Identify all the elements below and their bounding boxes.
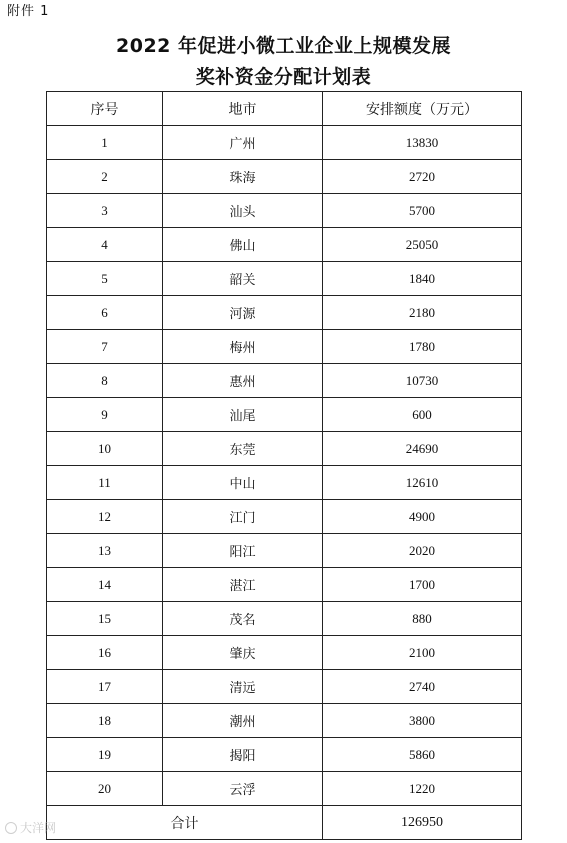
row-serial-number: 4 bbox=[47, 228, 163, 262]
header-serial-number: 序号 bbox=[47, 92, 163, 126]
table-row bbox=[47, 126, 522, 160]
table-row bbox=[47, 670, 522, 704]
row-city: 东莞 bbox=[163, 432, 323, 466]
row-city: 中山 bbox=[163, 466, 323, 500]
row-amount: 25050 bbox=[323, 228, 522, 262]
row-serial-number: 7 bbox=[47, 330, 163, 364]
row-city: 汕头 bbox=[163, 194, 323, 228]
total-row bbox=[47, 806, 522, 840]
row-amount: 5860 bbox=[323, 738, 522, 772]
header-amount: 安排额度（万元） bbox=[323, 92, 522, 126]
table-row bbox=[47, 602, 522, 636]
attachment-label: 附件 1 bbox=[7, 4, 50, 19]
row-city: 茂名 bbox=[163, 602, 323, 636]
row-city: 河源 bbox=[163, 296, 323, 330]
row-serial-number: 13 bbox=[47, 534, 163, 568]
watermark bbox=[5, 819, 56, 836]
document-title-line-1: 2022 年促进小微工业企业上规模发展 bbox=[116, 35, 451, 57]
row-serial-number: 12 bbox=[47, 500, 163, 534]
table-row bbox=[47, 330, 522, 364]
table-row bbox=[47, 296, 522, 330]
row-city: 汕尾 bbox=[163, 398, 323, 432]
allocation-table bbox=[46, 91, 522, 840]
row-serial-number: 1 bbox=[47, 126, 163, 160]
table-row bbox=[47, 772, 522, 806]
row-serial-number: 18 bbox=[47, 704, 163, 738]
row-city: 潮州 bbox=[163, 704, 323, 738]
row-city: 广州 bbox=[163, 126, 323, 160]
total-amount: 126950 bbox=[323, 806, 522, 840]
row-amount: 2180 bbox=[323, 296, 522, 330]
table-row bbox=[47, 228, 522, 262]
row-serial-number: 11 bbox=[47, 466, 163, 500]
row-amount: 24690 bbox=[323, 432, 522, 466]
row-amount: 2720 bbox=[323, 160, 522, 194]
table-row bbox=[47, 432, 522, 466]
row-city: 清远 bbox=[163, 670, 323, 704]
table-row bbox=[47, 704, 522, 738]
table-row bbox=[47, 500, 522, 534]
row-serial-number: 17 bbox=[47, 670, 163, 704]
row-city: 惠州 bbox=[163, 364, 323, 398]
row-serial-number: 15 bbox=[47, 602, 163, 636]
row-serial-number: 14 bbox=[47, 568, 163, 602]
watermark-text: 大洋网 bbox=[20, 821, 57, 835]
table-row bbox=[47, 262, 522, 296]
row-amount: 600 bbox=[323, 398, 522, 432]
row-city: 云浮 bbox=[163, 772, 323, 806]
row-amount: 3800 bbox=[323, 704, 522, 738]
table-header-row bbox=[47, 92, 522, 126]
table-row bbox=[47, 568, 522, 602]
table-row bbox=[47, 738, 522, 772]
row-amount: 1840 bbox=[323, 262, 522, 296]
row-serial-number: 6 bbox=[47, 296, 163, 330]
row-serial-number: 9 bbox=[47, 398, 163, 432]
row-amount: 5700 bbox=[323, 194, 522, 228]
table-row bbox=[47, 466, 522, 500]
row-serial-number: 8 bbox=[47, 364, 163, 398]
row-amount: 1700 bbox=[323, 568, 522, 602]
row-amount: 2740 bbox=[323, 670, 522, 704]
row-amount: 12610 bbox=[323, 466, 522, 500]
row-city: 佛山 bbox=[163, 228, 323, 262]
row-serial-number: 10 bbox=[47, 432, 163, 466]
circle-logo-icon bbox=[5, 822, 17, 834]
row-city: 揭阳 bbox=[163, 738, 323, 772]
table-row bbox=[47, 160, 522, 194]
header-city: 地市 bbox=[163, 92, 323, 126]
row-serial-number: 20 bbox=[47, 772, 163, 806]
table-row bbox=[47, 398, 522, 432]
row-city: 肇庆 bbox=[163, 636, 323, 670]
row-city: 阳江 bbox=[163, 534, 323, 568]
row-amount: 10730 bbox=[323, 364, 522, 398]
row-serial-number: 5 bbox=[47, 262, 163, 296]
row-serial-number: 2 bbox=[47, 160, 163, 194]
row-city: 珠海 bbox=[163, 160, 323, 194]
row-amount: 1220 bbox=[323, 772, 522, 806]
row-amount: 13830 bbox=[323, 126, 522, 160]
row-city: 梅州 bbox=[163, 330, 323, 364]
row-amount: 4900 bbox=[323, 500, 522, 534]
row-serial-number: 16 bbox=[47, 636, 163, 670]
table-row bbox=[47, 534, 522, 568]
document-title-line-2: 奖补资金分配计划表 bbox=[195, 66, 372, 88]
row-amount: 880 bbox=[323, 602, 522, 636]
table-row bbox=[47, 636, 522, 670]
row-city: 江门 bbox=[163, 500, 323, 534]
row-serial-number: 3 bbox=[47, 194, 163, 228]
row-city: 湛江 bbox=[163, 568, 323, 602]
table-row bbox=[47, 364, 522, 398]
row-serial-number: 19 bbox=[47, 738, 163, 772]
row-city: 韶关 bbox=[163, 262, 323, 296]
row-amount: 2020 bbox=[323, 534, 522, 568]
table-row bbox=[47, 194, 522, 228]
row-amount: 2100 bbox=[323, 636, 522, 670]
row-amount: 1780 bbox=[323, 330, 522, 364]
total-label: 合计 bbox=[47, 806, 323, 840]
